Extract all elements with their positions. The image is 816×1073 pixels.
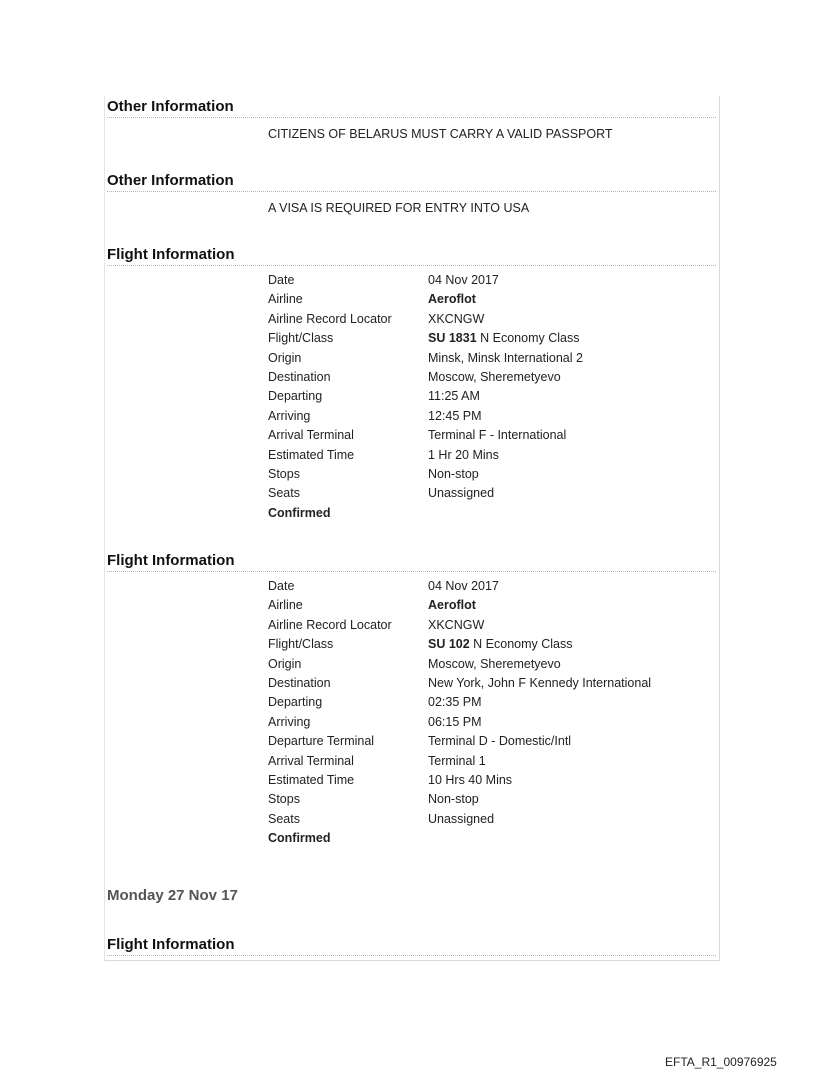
row-label: Departure Terminal xyxy=(268,734,375,749)
section-title: Flight Information xyxy=(107,552,235,569)
row-value: Minsk, Minsk International 2 xyxy=(428,350,583,365)
status-label: Confirmed xyxy=(268,505,331,520)
detail-row-date xyxy=(268,577,651,596)
row-label: Destination xyxy=(268,369,331,384)
detail-row-arrival-terminal xyxy=(268,752,651,771)
detail-row-destination xyxy=(268,368,583,387)
section-header-flight-1 xyxy=(107,245,716,266)
row-label: Estimated Time xyxy=(268,447,355,462)
row-label: Airline xyxy=(268,292,303,307)
row-value: Terminal D - Domestic/Intl xyxy=(428,734,572,749)
day-heading: Monday 27 Nov 17 xyxy=(107,887,238,904)
section-header-flight-2 xyxy=(107,551,716,572)
row-value: Unassigned xyxy=(428,486,495,501)
row-value: Terminal 1 xyxy=(428,753,486,768)
detail-row-estimated-time xyxy=(268,446,583,465)
row-label: Airline Record Locator xyxy=(268,617,392,632)
detail-row-origin xyxy=(268,655,651,674)
flight-details-2 xyxy=(268,577,651,848)
row-label: Stops xyxy=(268,466,300,481)
detail-row-flight-class xyxy=(268,635,651,654)
flight-class: N Economy Class xyxy=(476,331,580,346)
detail-row-record-locator xyxy=(268,616,651,635)
row-value: 11:25 AM xyxy=(428,389,480,404)
detail-row-airline xyxy=(268,596,651,615)
flight-number: SU 1831 xyxy=(428,331,477,346)
section-title: Flight Information xyxy=(107,936,235,953)
row-value xyxy=(428,329,579,348)
row-label: Arriving xyxy=(268,408,311,423)
passport-note: CITIZENS OF BELARUS MUST CARRY A VALID PASSPORT xyxy=(268,127,613,141)
flight-status xyxy=(268,829,651,848)
row-label: Airline Record Locator xyxy=(268,311,392,326)
flight-number: SU 102 xyxy=(428,637,470,652)
document-id: EFTA_R1_00976925 xyxy=(665,1055,777,1069)
detail-row-stops xyxy=(268,790,651,809)
row-value: Moscow, Sheremetyevo xyxy=(428,656,561,671)
row-label: Estimated Time xyxy=(268,772,355,787)
flight-class: N Economy Class xyxy=(469,637,573,652)
detail-row-seats xyxy=(268,810,651,829)
row-value: New York, John F Kennedy International xyxy=(428,675,652,690)
row-value: Terminal F - International xyxy=(428,428,567,443)
section-title: Other Information xyxy=(107,98,234,115)
detail-row-departure-terminal xyxy=(268,732,651,751)
row-label: Airline xyxy=(268,598,303,613)
row-label: Arriving xyxy=(268,714,311,729)
row-value: 1 Hr 20 Mins xyxy=(428,447,499,462)
row-label: Seats xyxy=(268,811,300,826)
row-value: Moscow, Sheremetyevo xyxy=(428,369,561,384)
row-label: Arrival Terminal xyxy=(268,428,354,443)
row-value: Non-stop xyxy=(428,466,479,481)
row-label: Destination xyxy=(268,675,331,690)
section-header-other-info-2 xyxy=(107,171,716,192)
row-value: Unassigned xyxy=(428,811,495,826)
detail-row-date xyxy=(268,271,583,290)
section-header-other-info-1 xyxy=(107,97,716,118)
detail-row-arriving xyxy=(268,407,583,426)
detail-row-record-locator xyxy=(268,310,583,329)
row-label: Stops xyxy=(268,792,300,807)
row-label: Seats xyxy=(268,486,300,501)
row-label: Departing xyxy=(268,389,323,404)
detail-row-seats xyxy=(268,484,583,503)
section-header-flight-3 xyxy=(107,935,716,956)
detail-row-destination xyxy=(268,674,651,693)
detail-row-flight-class xyxy=(268,329,583,348)
detail-row-origin xyxy=(268,349,583,368)
detail-row-estimated-time xyxy=(268,771,651,790)
row-value: XKCNGW xyxy=(428,311,485,326)
detail-row-departing xyxy=(268,693,651,712)
row-value: 06:15 PM xyxy=(428,714,482,729)
row-label: Departing xyxy=(268,695,323,710)
row-value: 02:35 PM xyxy=(428,695,482,710)
row-value: Non-stop xyxy=(428,792,479,807)
detail-row-departing xyxy=(268,387,583,406)
row-value: XKCNGW xyxy=(428,617,485,632)
visa-note: A VISA IS REQUIRED FOR ENTRY INTO USA xyxy=(268,201,530,215)
detail-row-arriving xyxy=(268,713,651,732)
row-label: Flight/Class xyxy=(268,637,334,652)
row-value: Aeroflot xyxy=(428,598,476,613)
row-value: 10 Hrs 40 Mins xyxy=(428,772,513,787)
row-label: Flight/Class xyxy=(268,331,334,346)
status-label: Confirmed xyxy=(268,831,331,846)
section-title: Flight Information xyxy=(107,246,235,263)
row-value: 12:45 PM xyxy=(428,408,482,423)
section-title: Other Information xyxy=(107,172,234,189)
detail-row-stops xyxy=(268,465,583,484)
row-label: Origin xyxy=(268,656,302,671)
flight-status xyxy=(268,504,583,523)
flight-details-1 xyxy=(268,271,583,523)
detail-row-airline xyxy=(268,290,583,309)
row-label: Date xyxy=(268,579,295,593)
row-label: Arrival Terminal xyxy=(268,753,354,768)
row-label: Origin xyxy=(268,350,302,365)
row-value: 04 Nov 2017 xyxy=(428,579,499,593)
detail-row-arrival-terminal xyxy=(268,426,583,445)
row-value: 04 Nov 2017 xyxy=(428,273,499,287)
row-value xyxy=(428,635,573,654)
row-label: Date xyxy=(268,273,295,287)
row-value: Aeroflot xyxy=(428,292,476,307)
